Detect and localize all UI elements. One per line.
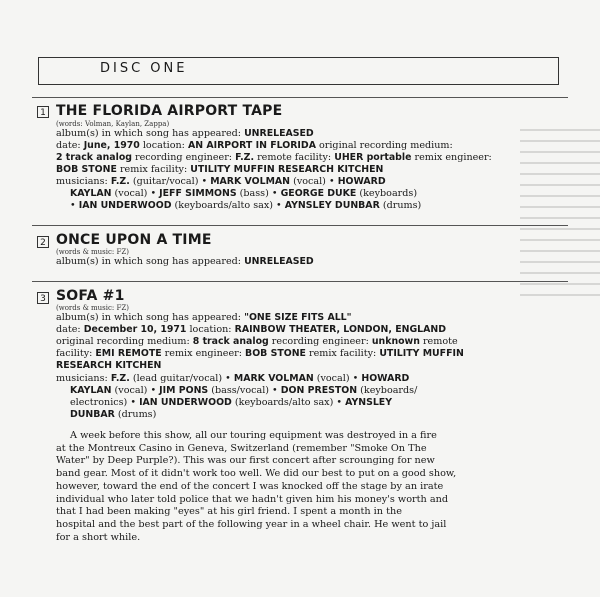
- info-line: [56, 164, 383, 176]
- label-text: remote: [419, 336, 458, 347]
- bold-value: F.Z.: [235, 152, 255, 163]
- track-credit: (words & music: FZ): [56, 304, 129, 312]
- bold-value: AYNSLEY DUNBAR: [284, 200, 380, 211]
- info-line: [56, 336, 458, 348]
- bold-value: F.Z.: [110, 176, 130, 187]
- divider: [32, 225, 568, 226]
- label-text: electronics) •: [70, 397, 140, 408]
- label-text: (bass) •: [236, 188, 281, 199]
- bold-value: GEORGE DUKE: [280, 188, 357, 199]
- label-text: date:: [56, 140, 84, 151]
- info-line: [56, 373, 409, 385]
- bold-value: RAINBOW THEATER, LONDON, ENGLAND: [234, 324, 446, 335]
- paragraph-line: that I had been making "eyes" at his girl friend. I spent a month in the: [56, 506, 402, 518]
- info-line: [56, 256, 314, 268]
- bold-value: UNRELEASED: [244, 256, 314, 267]
- info-line: [70, 385, 417, 397]
- info-line: [56, 348, 464, 360]
- bold-value: IAN UNDERWOOD: [139, 397, 232, 408]
- label-text: album(s) in which song has appeared:: [56, 312, 245, 323]
- divider: [32, 97, 568, 98]
- bold-value: DON PRESTON: [280, 385, 358, 396]
- bold-value: December 10, 1971: [83, 324, 187, 335]
- track-number: 1: [37, 106, 49, 118]
- bold-value: UTILITY MUFFIN: [379, 348, 464, 359]
- info-line: [56, 176, 386, 188]
- label-text: date:: [56, 324, 84, 335]
- label-text: (bass/vocal) •: [208, 385, 281, 396]
- bold-value: MARK VOLMAN: [233, 373, 314, 384]
- label-text: original recording medium:: [315, 140, 453, 151]
- label-text: (keyboards/: [357, 385, 418, 396]
- label-text: •: [70, 200, 79, 211]
- label-text: (drums): [114, 409, 157, 420]
- label-text: facility:: [56, 348, 96, 359]
- track-title: THE FLORIDA AIRPORT TAPE: [56, 103, 283, 119]
- track-credit: (words: Volman, Kaylan, Zappa): [56, 120, 170, 128]
- label-text: (vocal) •: [111, 188, 160, 199]
- bold-value: UHER portable: [334, 152, 412, 163]
- label-text: remix facility:: [305, 348, 380, 359]
- label-text: (vocal) •: [290, 176, 338, 187]
- story-paragraph: [56, 430, 566, 544]
- label-text: location:: [139, 140, 188, 151]
- bold-value: 8 track analog: [192, 336, 269, 347]
- paragraph-line: Water" by Deep Purple?). This was our first concert after scrounging for new: [56, 455, 435, 467]
- label-text: location:: [186, 324, 235, 335]
- bleed-through-text: [520, 120, 600, 420]
- bold-value: DUNBAR: [70, 409, 115, 420]
- info-line: [56, 312, 352, 324]
- bold-value: HOWARD: [361, 373, 410, 384]
- label-text: musicians:: [56, 373, 111, 384]
- track-credit: (words & music: FZ): [56, 248, 129, 256]
- paragraph-line: hospital and the best part of the following year in a wheel chair. He went to jail: [56, 518, 447, 530]
- paragraph-line: band gear. Most of it didn't work too well. We did our best to put on a good show,: [56, 468, 457, 480]
- label-text: original recording medium:: [56, 336, 193, 347]
- label-text: (lead guitar/vocal) •: [129, 373, 234, 384]
- bold-value: EMI REMOTE: [95, 348, 162, 359]
- label-text: recording engineer:: [131, 152, 236, 163]
- label-text: (drums): [379, 200, 422, 211]
- info-line: [70, 397, 392, 409]
- label-text: (keyboards): [356, 188, 418, 199]
- bold-value: KAYLAN: [70, 385, 112, 396]
- info-line: [70, 188, 417, 200]
- paragraph-line: however, toward the end of the concert I was knocked off the stage by an irate: [56, 480, 444, 492]
- label-text: remix engineer:: [411, 152, 492, 163]
- track-number: 3: [37, 292, 49, 304]
- track-number: 2: [37, 236, 49, 248]
- bold-value: June, 1970: [83, 140, 140, 151]
- paragraph-line: individual who later told police that we hadn't given him his money's worth and: [56, 493, 449, 505]
- bold-value: AYNSLEY: [345, 397, 393, 408]
- bold-value: HOWARD: [337, 176, 386, 187]
- info-line: [56, 140, 453, 152]
- info-line: [56, 324, 446, 336]
- info-line: [70, 409, 156, 421]
- label-text: (guitar/vocal) •: [129, 176, 211, 187]
- track-title: SOFA #1: [56, 288, 125, 304]
- disc-title: DISC ONE: [100, 61, 188, 76]
- label-text: musicians:: [56, 176, 111, 187]
- bold-value: 2 track analog: [56, 152, 132, 163]
- bold-value: RESEARCH KITCHEN: [56, 360, 162, 371]
- paragraph-line: at the Montreux Casino in Geneva, Switzerland (remember "Smoke On The: [56, 442, 427, 454]
- label-text: recording engineer:: [268, 336, 372, 347]
- paragraph-line: A week before this show, all our touring equipment was destroyed in a fire: [70, 430, 437, 441]
- bold-value: JEFF SIMMONS: [159, 188, 237, 199]
- track-title: ONCE UPON A TIME: [56, 232, 212, 248]
- bold-value: AN AIRPORT IN FLORIDA: [187, 140, 316, 151]
- label-text: album(s) in which song has appeared:: [56, 128, 245, 139]
- bold-value: KAYLAN: [70, 188, 112, 199]
- info-line: [70, 200, 421, 212]
- info-line: [56, 152, 492, 164]
- label-text: remix facility:: [116, 164, 191, 175]
- bold-value: UTILITY MUFFIN RESEARCH KITCHEN: [190, 164, 384, 175]
- bold-value: BOB STONE: [245, 348, 306, 359]
- bold-value: F.Z.: [110, 373, 130, 384]
- label-text: (vocal) •: [313, 373, 362, 384]
- label-text: remix engineer:: [161, 348, 246, 359]
- divider: [32, 281, 568, 282]
- info-line: [56, 128, 314, 140]
- bold-value: unknown: [371, 336, 420, 347]
- bold-value: "ONE SIZE FITS ALL": [244, 312, 352, 323]
- bold-value: MARK VOLMAN: [210, 176, 291, 187]
- bold-value: BOB STONE: [56, 164, 117, 175]
- info-line: [56, 360, 161, 372]
- label-text: album(s) in which song has appeared:: [56, 256, 245, 267]
- bold-value: UNRELEASED: [244, 128, 314, 139]
- bold-value: JIM PONS: [159, 385, 209, 396]
- label-text: (keyboards/alto sax) •: [231, 397, 346, 408]
- bold-value: IAN UNDERWOOD: [78, 200, 172, 211]
- label-text: remote facility:: [254, 152, 335, 163]
- label-text: (vocal) •: [111, 385, 160, 396]
- paragraph-line: for a short while.: [56, 531, 141, 543]
- label-text: (keyboards/alto sax) •: [171, 200, 285, 211]
